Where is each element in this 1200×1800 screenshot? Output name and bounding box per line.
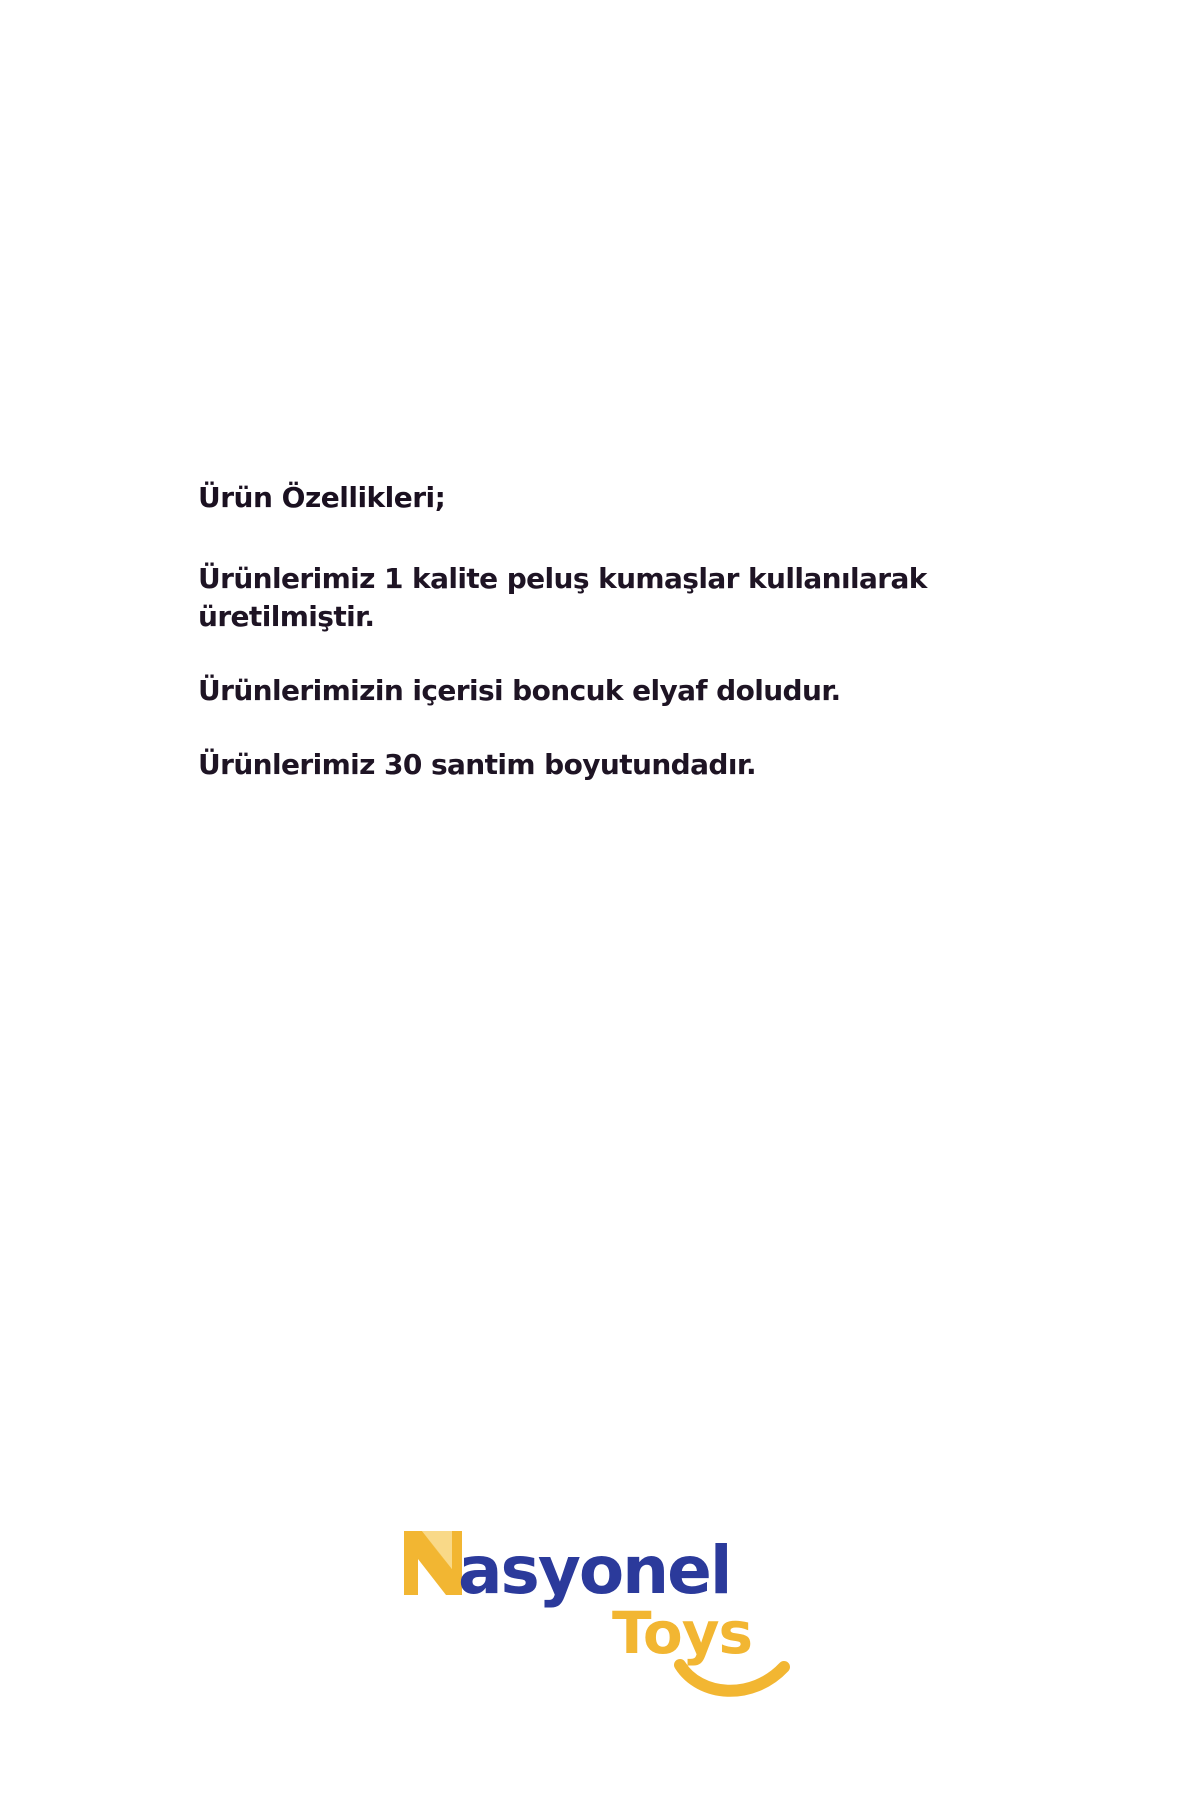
features-heading: Ürün Özellikleri; xyxy=(198,481,446,514)
logo-word-nasyonel: asyonel xyxy=(458,1532,731,1609)
logo-n-mark xyxy=(404,1531,462,1595)
feature-paragraph: Ürünlerimiz 1 kalite peluş kumaşlar kullanılarak üretilmiştir. xyxy=(198,562,927,634)
feature-paragraph: Ürünlerimizin içerisi boncuk elyaf doludur. xyxy=(198,673,841,707)
nasyonel-toys-logo xyxy=(400,1525,800,1705)
logo-word-toys: Toys xyxy=(612,1599,753,1667)
feature-paragraph: Ürünlerimiz 30 santim boyutundadır. xyxy=(198,747,757,781)
product-features xyxy=(198,480,998,820)
logo-smile xyxy=(680,1665,784,1691)
